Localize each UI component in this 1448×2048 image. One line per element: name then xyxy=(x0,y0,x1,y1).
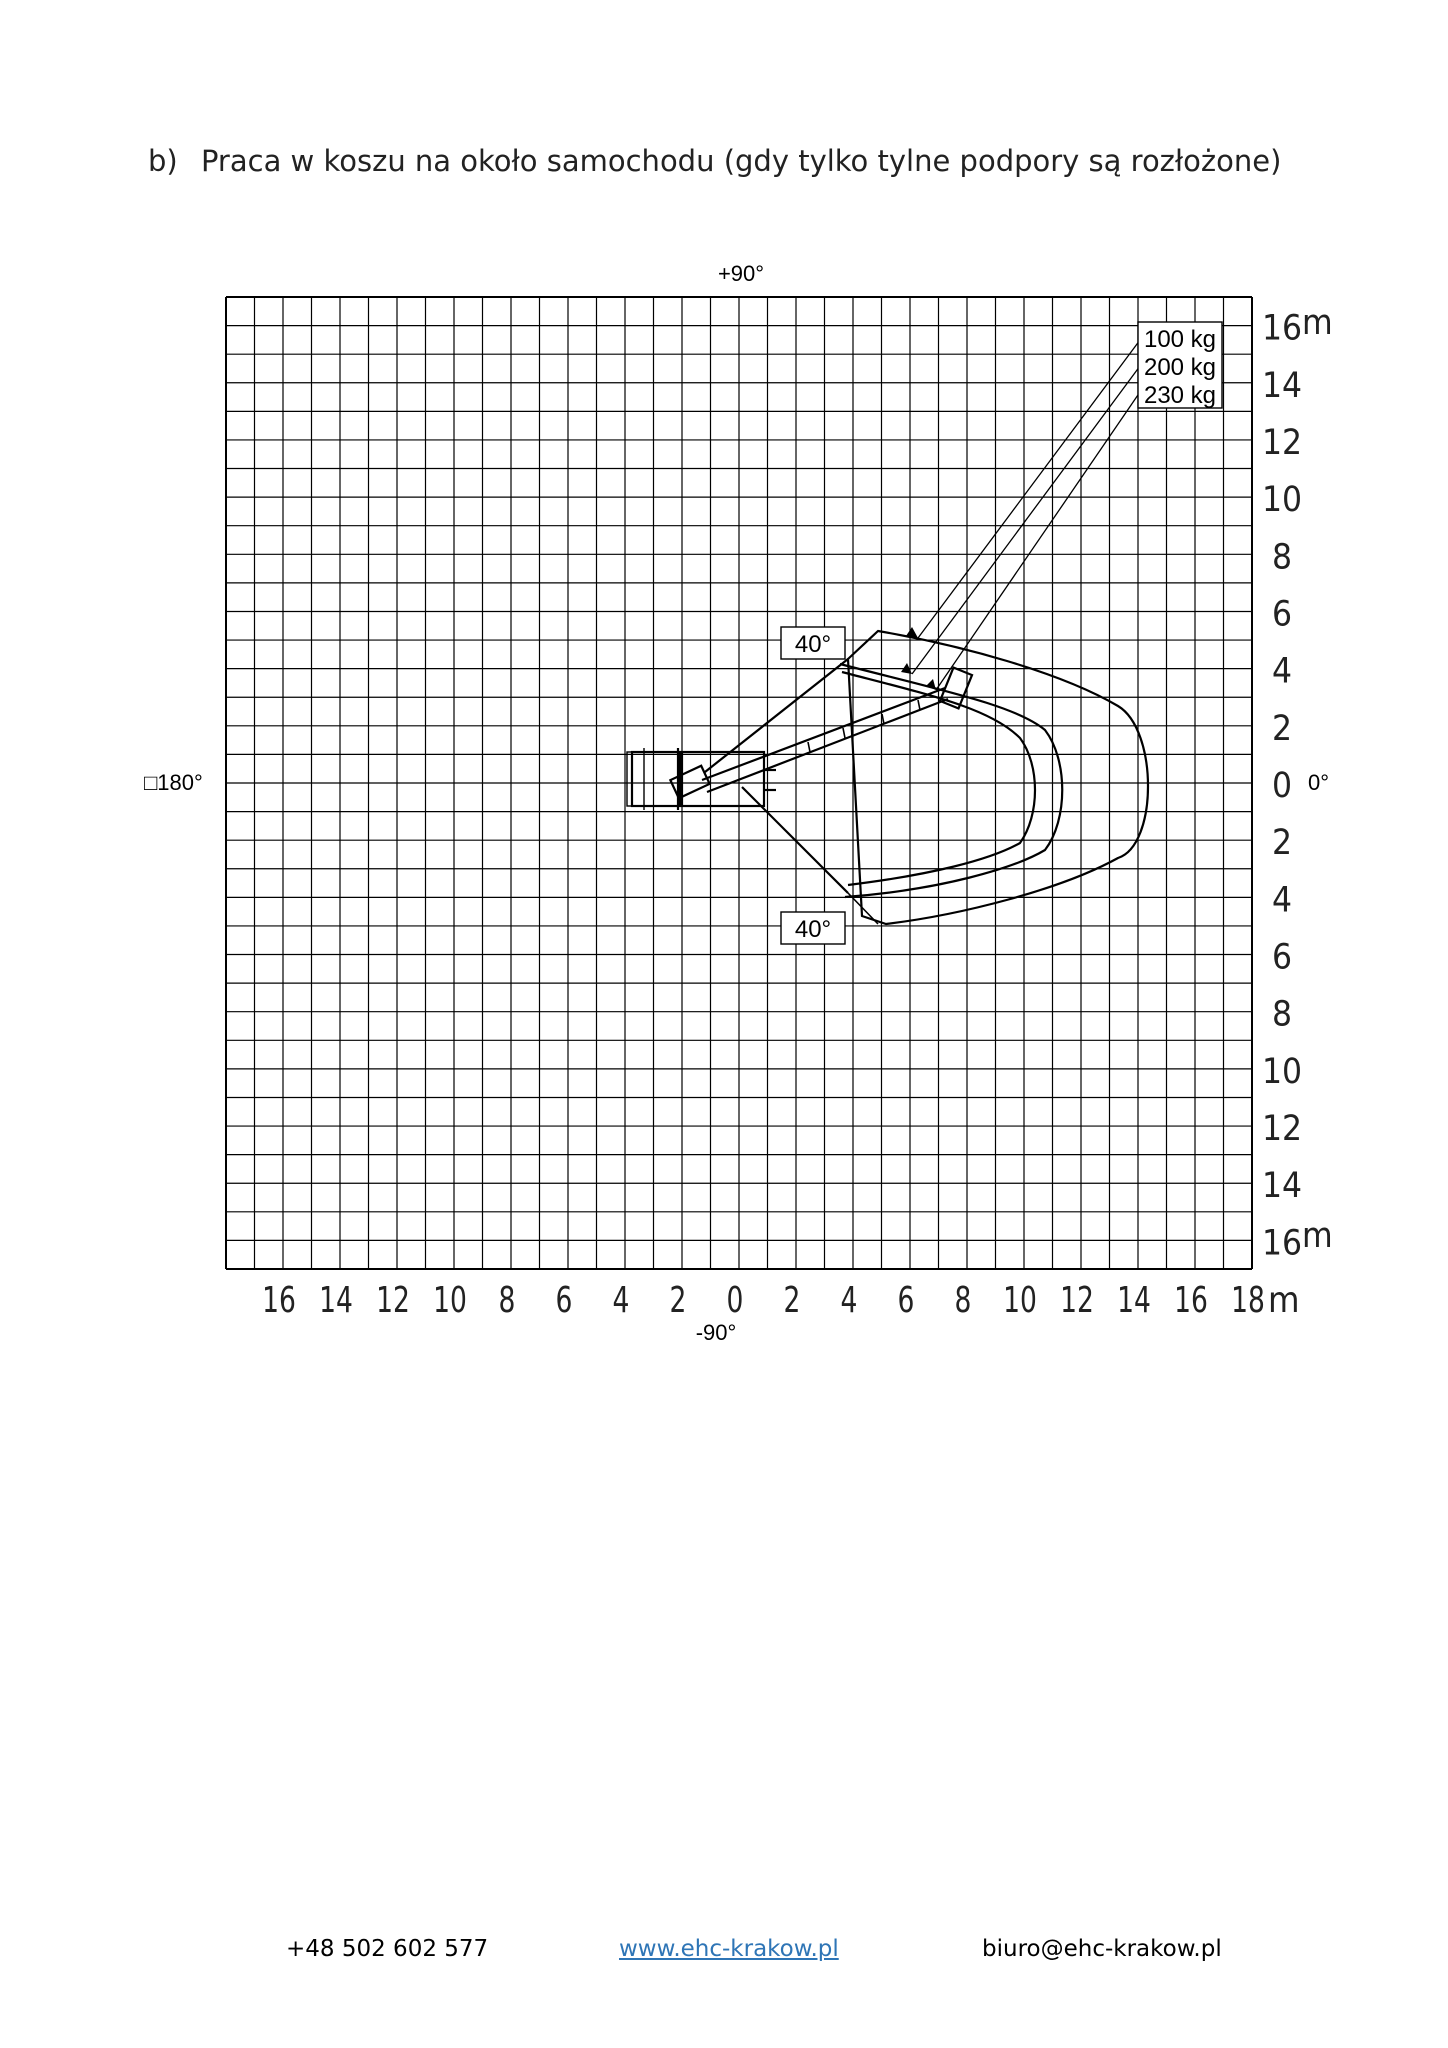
y-tick-label: 8 xyxy=(1271,537,1293,578)
y-tick-label: 0 xyxy=(1271,766,1293,806)
x-tick-label: 18 xyxy=(1231,1278,1265,1321)
y-tick-label: 12 xyxy=(1261,422,1303,463)
x-tick-label: 8 xyxy=(498,1278,516,1321)
x-tick-label: 2 xyxy=(669,1278,687,1321)
y-tick-label: 14 xyxy=(1261,365,1303,406)
y-unit-label-top: m xyxy=(1302,303,1333,343)
x-tick-label: 0 xyxy=(726,1278,744,1321)
x-tick-label: 14 xyxy=(1117,1278,1151,1321)
footer-phone: +48 502 602 577 xyxy=(286,1936,489,1962)
angle-label-top: +90° xyxy=(717,261,765,286)
y-tick-label: 8 xyxy=(1271,994,1293,1035)
x-tick-label: 4 xyxy=(840,1278,858,1321)
angle-label-left: □180° xyxy=(144,770,203,795)
y-unit-label-bottom: m xyxy=(1302,1216,1333,1256)
x-tick-label: 16 xyxy=(1174,1278,1208,1321)
load-label: 230 kg xyxy=(1143,382,1217,409)
x-tick-label: 2 xyxy=(783,1278,801,1321)
y-tick-label: 2 xyxy=(1271,823,1293,864)
angle-label-bottom: -90° xyxy=(695,1320,737,1345)
angle-label-right: 0° xyxy=(1308,770,1330,795)
y-tick-label: 16 xyxy=(1261,308,1303,349)
x-tick-label: 12 xyxy=(376,1278,410,1321)
y-tick-label: 4 xyxy=(1271,651,1293,692)
y-tick-label: 16 xyxy=(1261,1223,1303,1264)
grid xyxy=(226,297,1252,1269)
x-tick-label: 6 xyxy=(897,1278,915,1321)
turret xyxy=(670,766,709,798)
slew-angle-label: 40° xyxy=(794,631,832,658)
heading-text: Praca w koszu na około samochodu (gdy tylko tylne podpory są rozłożone) xyxy=(200,144,1282,178)
x-tick-label: 12 xyxy=(1060,1278,1094,1321)
heading-marker: b) xyxy=(148,144,178,178)
envelope-200kg xyxy=(840,664,1062,897)
leader-100kg xyxy=(918,340,1140,638)
working-envelope xyxy=(627,340,1148,924)
x-tick-label: 10 xyxy=(433,1278,467,1321)
y-tick-label: 6 xyxy=(1271,937,1293,978)
load-label: 200 kg xyxy=(1143,354,1217,381)
x-tick-label: 8 xyxy=(954,1278,972,1321)
leader-200kg xyxy=(912,366,1140,674)
y-tick-label: 2 xyxy=(1271,708,1293,749)
footer-website-link[interactable]: www.ehc-krakow.pl xyxy=(619,1936,839,1962)
x-tick-label: 6 xyxy=(555,1278,573,1321)
slew-limit-upper xyxy=(705,659,848,772)
y-tick-label: 10 xyxy=(1261,1051,1303,1092)
envelope-100kg xyxy=(848,631,1148,924)
footer-email: biuro@ehc-krakow.pl xyxy=(982,1936,1222,1962)
y-tick-label: 14 xyxy=(1261,1166,1303,1207)
y-tick-label: 10 xyxy=(1261,480,1303,521)
x-unit-label: m xyxy=(1268,1280,1300,1321)
y-tick-label: 12 xyxy=(1261,1109,1303,1150)
x-tick-label: 4 xyxy=(612,1278,630,1321)
x-tick-label: 10 xyxy=(1003,1278,1037,1321)
diagram-labels xyxy=(144,261,1333,1345)
load-label: 100 kg xyxy=(1143,326,1217,353)
y-tick-label: 6 xyxy=(1271,594,1293,635)
slew-angle-label: 40° xyxy=(794,916,832,943)
x-tick-label: 14 xyxy=(319,1278,353,1321)
x-tick-label: 16 xyxy=(262,1278,296,1321)
y-tick-label: 4 xyxy=(1271,880,1293,921)
boom-lower-edge xyxy=(707,699,948,792)
